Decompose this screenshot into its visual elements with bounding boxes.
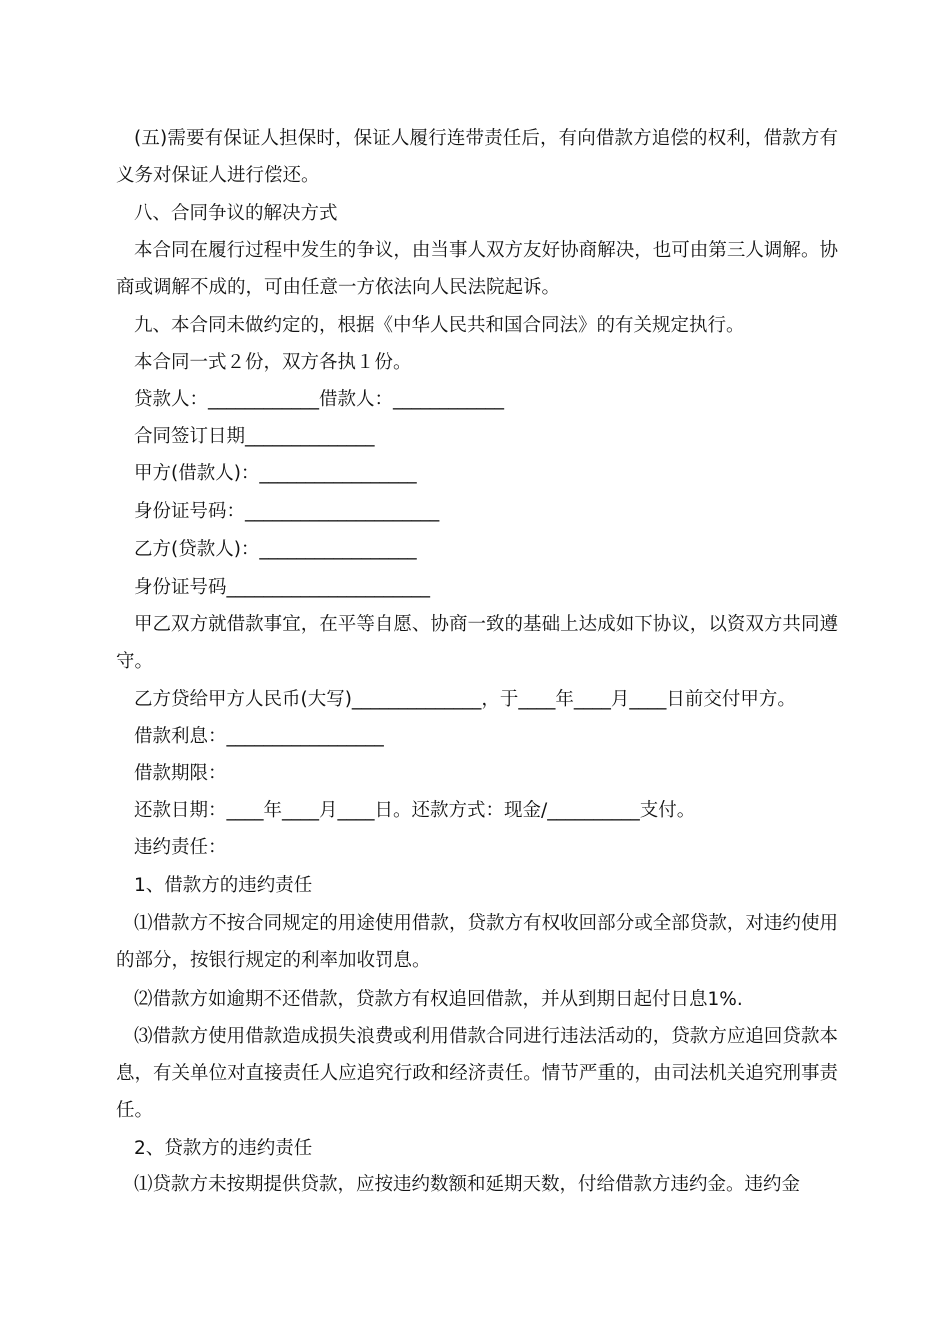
paragraph-agreement-intro: 甲乙双方就借款事宜，在平等自愿、协商一致的基础上达成如下协议，以资双方共同遵守。: [116, 614, 838, 672]
field-party-a-id-number: 身份证号码：_____________________: [134, 501, 440, 522]
field-party-b-lender: 乙方(贷款人)：_________________: [134, 539, 417, 560]
subsection-heading-lender-liability: 2、贷款方的违约责任: [134, 1138, 313, 1159]
paragraph-dispute-resolution: 本合同在履行过程中发生的争议，由当事人双方友好协商解决，也可由第三人调解。协商或调解不成的，可由任意一方依法向人民法院起诉。: [116, 240, 838, 298]
clause-borrower-illegal-use: ⑶借款方使用借款造成损失浪费或利用借款合同进行违法活动的，贷款方应追回贷款本息，有关单位对直接责任人应追究行政和经济责任。情节严重的，由司法机关追究刑事责任。: [116, 1026, 838, 1121]
clause-borrower-misuse: ⑴借款方不按合同规定的用途使用借款，贷款方有权收回部分或全部贷款，对违约使用的部分，按银行规定的利率加收罚息。: [116, 913, 838, 971]
paragraph-copies: 本合同一式２份，双方各执１份。: [134, 352, 412, 373]
paragraph-guarantor-recourse: (五)需要有保证人担保时，保证人履行连带责任后，有向借款方追偿的权利，借款方有义务对保证人进行偿还。: [116, 128, 838, 186]
section-heading-liability: 违约责任：: [134, 837, 227, 858]
subsection-heading-borrower-liability: 1、借款方的违约责任: [134, 875, 313, 896]
field-signing-date: 合同签订日期______________: [134, 426, 375, 447]
field-loan-term: 借款期限：: [134, 763, 227, 784]
section-heading-dispute-resolution: 八、合同争议的解决方式: [134, 203, 338, 224]
field-party-b-id-number: 身份证号码______________________: [134, 577, 431, 598]
field-loan-interest: 借款利息：_________________: [134, 726, 384, 747]
field-repayment: 还款日期：____年____月____日。还款方式：现金/__________支付。: [134, 800, 696, 821]
field-lender-borrower-signature: 贷款人：____________借款人：____________: [134, 389, 505, 410]
section-heading-unagreed-matters: 九、本合同未做约定的，根据《中华人民共和国合同法》的有关规定执行。: [134, 315, 745, 336]
field-loan-amount: 乙方贷给甲方人民币(大写)______________，于____年____月____日前交付甲方。: [134, 689, 796, 710]
field-party-a-borrower: 甲方(借款人)：_________________: [134, 463, 417, 484]
clause-borrower-overdue: ⑵借款方如逾期不还借款，贷款方有权追回借款，并从到期日起付日息1%.: [134, 989, 743, 1010]
clause-lender-late-provision: ⑴贷款方未按期提供贷款，应按违约数额和延期天数，付给借款方违约金。违约金: [134, 1174, 801, 1195]
